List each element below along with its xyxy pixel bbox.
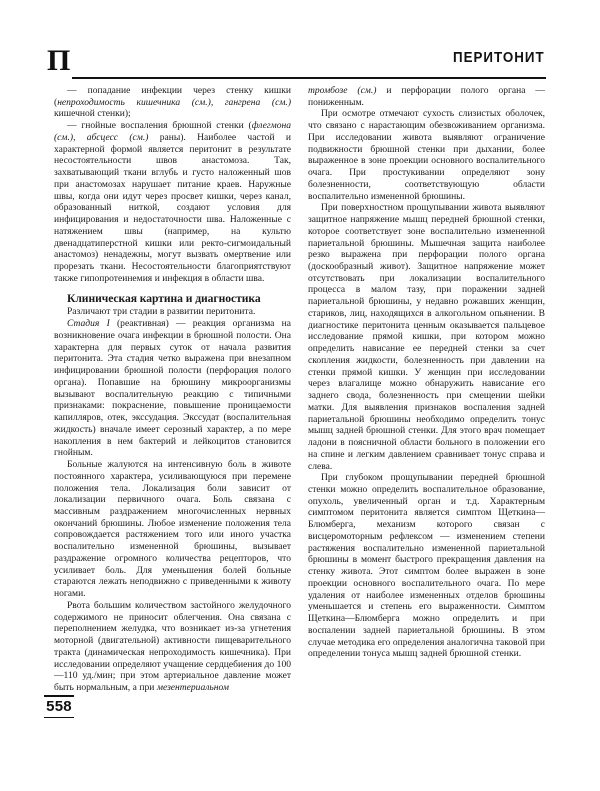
paragraph xyxy=(308,85,545,108)
text-run: раны). Наиболее частой и характерной формой является перитонит в результате несостоятельности швов анастомоза. Так, захватывающий ткани вглубь и густо наложенный шов при анастомозах нарушает питание краев. Наружные швы, когда они идут через просвет кишки, через канал, образованный ниткой, создают условия для инфицирования и недостаточности шва. Наложенные с натяжением швы (например, на культю двенадцатиперстной кишки или ректо-сигмоидальный анастомоз) ненадежны, могут вызвать омертвение или прорезать ткани. Несостоятельности благоприятствуют также гипопротеинемия и инфекция в области шва. xyxy=(54,131,291,284)
paragraph xyxy=(54,306,291,318)
paragraph xyxy=(308,202,545,472)
page-folio xyxy=(36,695,82,718)
text-run: Различают три стадии в развитии перитонита. xyxy=(67,306,256,318)
running-head-title: ПЕРИТОНИТ xyxy=(453,50,545,66)
folio-rule-bottom xyxy=(44,717,74,719)
italic-term: непроходимость кишечника (см.), гангрена (см.) xyxy=(57,96,291,108)
paragraph xyxy=(54,120,291,284)
text-run: — гнойные воспаления брюшной стенки ( xyxy=(67,120,252,132)
page-number: 558 xyxy=(46,697,72,715)
paragraph xyxy=(308,108,545,202)
left-column-paragraphs-after-heading xyxy=(54,306,291,693)
paragraph xyxy=(54,600,291,694)
text-run: Больные жалуются на интенсивную боль в животе постоянного характера, усиливающуюся при перемене положения тела. Локализация боли зависит от локализации первичного очага. Боль связана с массивным раздражением многочисленных нервных окончаний брюшины. Любое изменение положения тела сопровождается растяжением того или иного участка воспалительно измененной брюшины, вызывает раздражение огромного количества рецепторов, что усиливает боль. Для уменьшения болей больные стараются лежать неподвижно с приведенными к животу ногами. xyxy=(54,459,291,600)
paragraph xyxy=(54,318,291,459)
italic-term: тромбозе (см.) xyxy=(308,85,377,96)
section-heading-clinical-picture: Клиническая картина и диагностика xyxy=(67,291,261,305)
italic-term: флегмона (см.), абсцесс (см.) xyxy=(54,120,291,143)
left-column-paragraphs xyxy=(54,85,291,284)
paragraph xyxy=(308,472,545,660)
right-column-paragraphs xyxy=(308,85,545,660)
paragraph xyxy=(54,85,291,120)
running-head-letter: П xyxy=(47,44,71,77)
text-run: (реактивная) — реакция организма на возникновение очага инфекции в брюшной полости. Она характерна для первых суток от начала развития перитонита. Эта стадия четко выражена при внезапном инфицировании брюшной полости (перфорация полого органа). Попавшие на брюшину микроорганизмы вызывают воспалительную реакцию с типичными признаками: покраснение, повышение проницаемости капилляров, отек, экссудация. Экссудат (воспалительная жидкость) вначале имеет серозный характер, а по мере накопления в нем бактерий и лейкоцитов становится гнойным. xyxy=(54,318,291,459)
paragraph xyxy=(54,459,291,600)
body-columns xyxy=(54,85,545,750)
text-run: — попадание инфекции через стенку кишки ( xyxy=(54,85,291,108)
right-column xyxy=(308,85,545,750)
running-head-rule xyxy=(72,77,546,79)
italic-term: мезентериальном xyxy=(156,681,229,693)
text-run: При глубоком прощупывании передней брюшной стенки можно определить воспалительное образование, опухоль, увеличенный орган и т.д. Характерным симптомом перитонита является симптом Щеткина—Блюмберга, механизм которого связан с висцеромоторным рефлексом — изменением степени растяжения воспалительно измененной париетальной брюшины в момент быстрого прекращения давления на стенку живота. Этот симптом более выражен в зоне проекции основного воспалительного очага. По мере удаления от наиболее измененных отделов брюшины уменьшается и степень его выраженности. Симптом Щеткина—Блюмберга можно определить и при воспалении задней париетальной брюшины. В этом случае методика его определения аналогична таковой при определении тонуса мышц задней брюшной стенки. xyxy=(308,472,545,660)
text-run: Рвота большим количеством застойного желудочного содержимого не приносит облегчения. Она связана с переполнением желудка, что возникает из-за угнетения моторной (двигательной) активности пищеварительного тракта (динамическая непроходимость кишечника). При исследовании определяют учащение сердцебиения до 100—110 уд./мин; при этом артериальное давление может быть нормальным, а при xyxy=(54,599,291,693)
text-run: кишечной стенки); xyxy=(54,108,131,120)
italic-term: Стадия I xyxy=(67,318,110,330)
text-run: При осмотре отмечают сухость слизистых оболочек, что связано с нарастающим обезвоживанием организма. При исследовании живота выявляют ограничение подвижности брюшной стенки при дыхании, более выраженное в зоне проекции основного воспалительного очага. При простукивании определяют зону болезненности, соответствующую области воспалительно измененной брюшины. xyxy=(308,108,545,202)
text-run: и перфорации полого органа — пониженным. xyxy=(308,85,545,108)
text-run: При поверхностном прощупывании живота выявляют защитное напряжение мышц передней брюшной стенки, которое соответствует зоне воспалительно измененной париетальной брюшины. Мышечная защита наиболее резко выражена при перфорации полого органа (доскообразный живот). Защитное напряжение может отсутствовать при локализации воспалительного процесса в малом тазу, при поражении задней париетальной брюшины, у недавно рожавших женщин, стариков, лиц, находящихся в алкогольном опьянении. В диагностике перитонита ценным оказывается пальцевое исследование прямой кишки, при котором можно определить нависание ее передней стенки за счет скопления жидкости, болезненность при давлении на стенки прямой кишки. У женщин при исследовании через влагалище можно обнаружить нависание его заднего свода, болезненность при смещении шейки матки. Для выявления признаков воспаления задней париетальной брюшины необходимо определить тонус мышц задней брюшной стенки. Для этого врач помещает ладони в поясничной области больного в положении его на спине и легким давлением сравнивает тонус справа и слева. xyxy=(308,202,545,472)
running-head xyxy=(0,44,600,88)
left-column xyxy=(54,85,291,750)
